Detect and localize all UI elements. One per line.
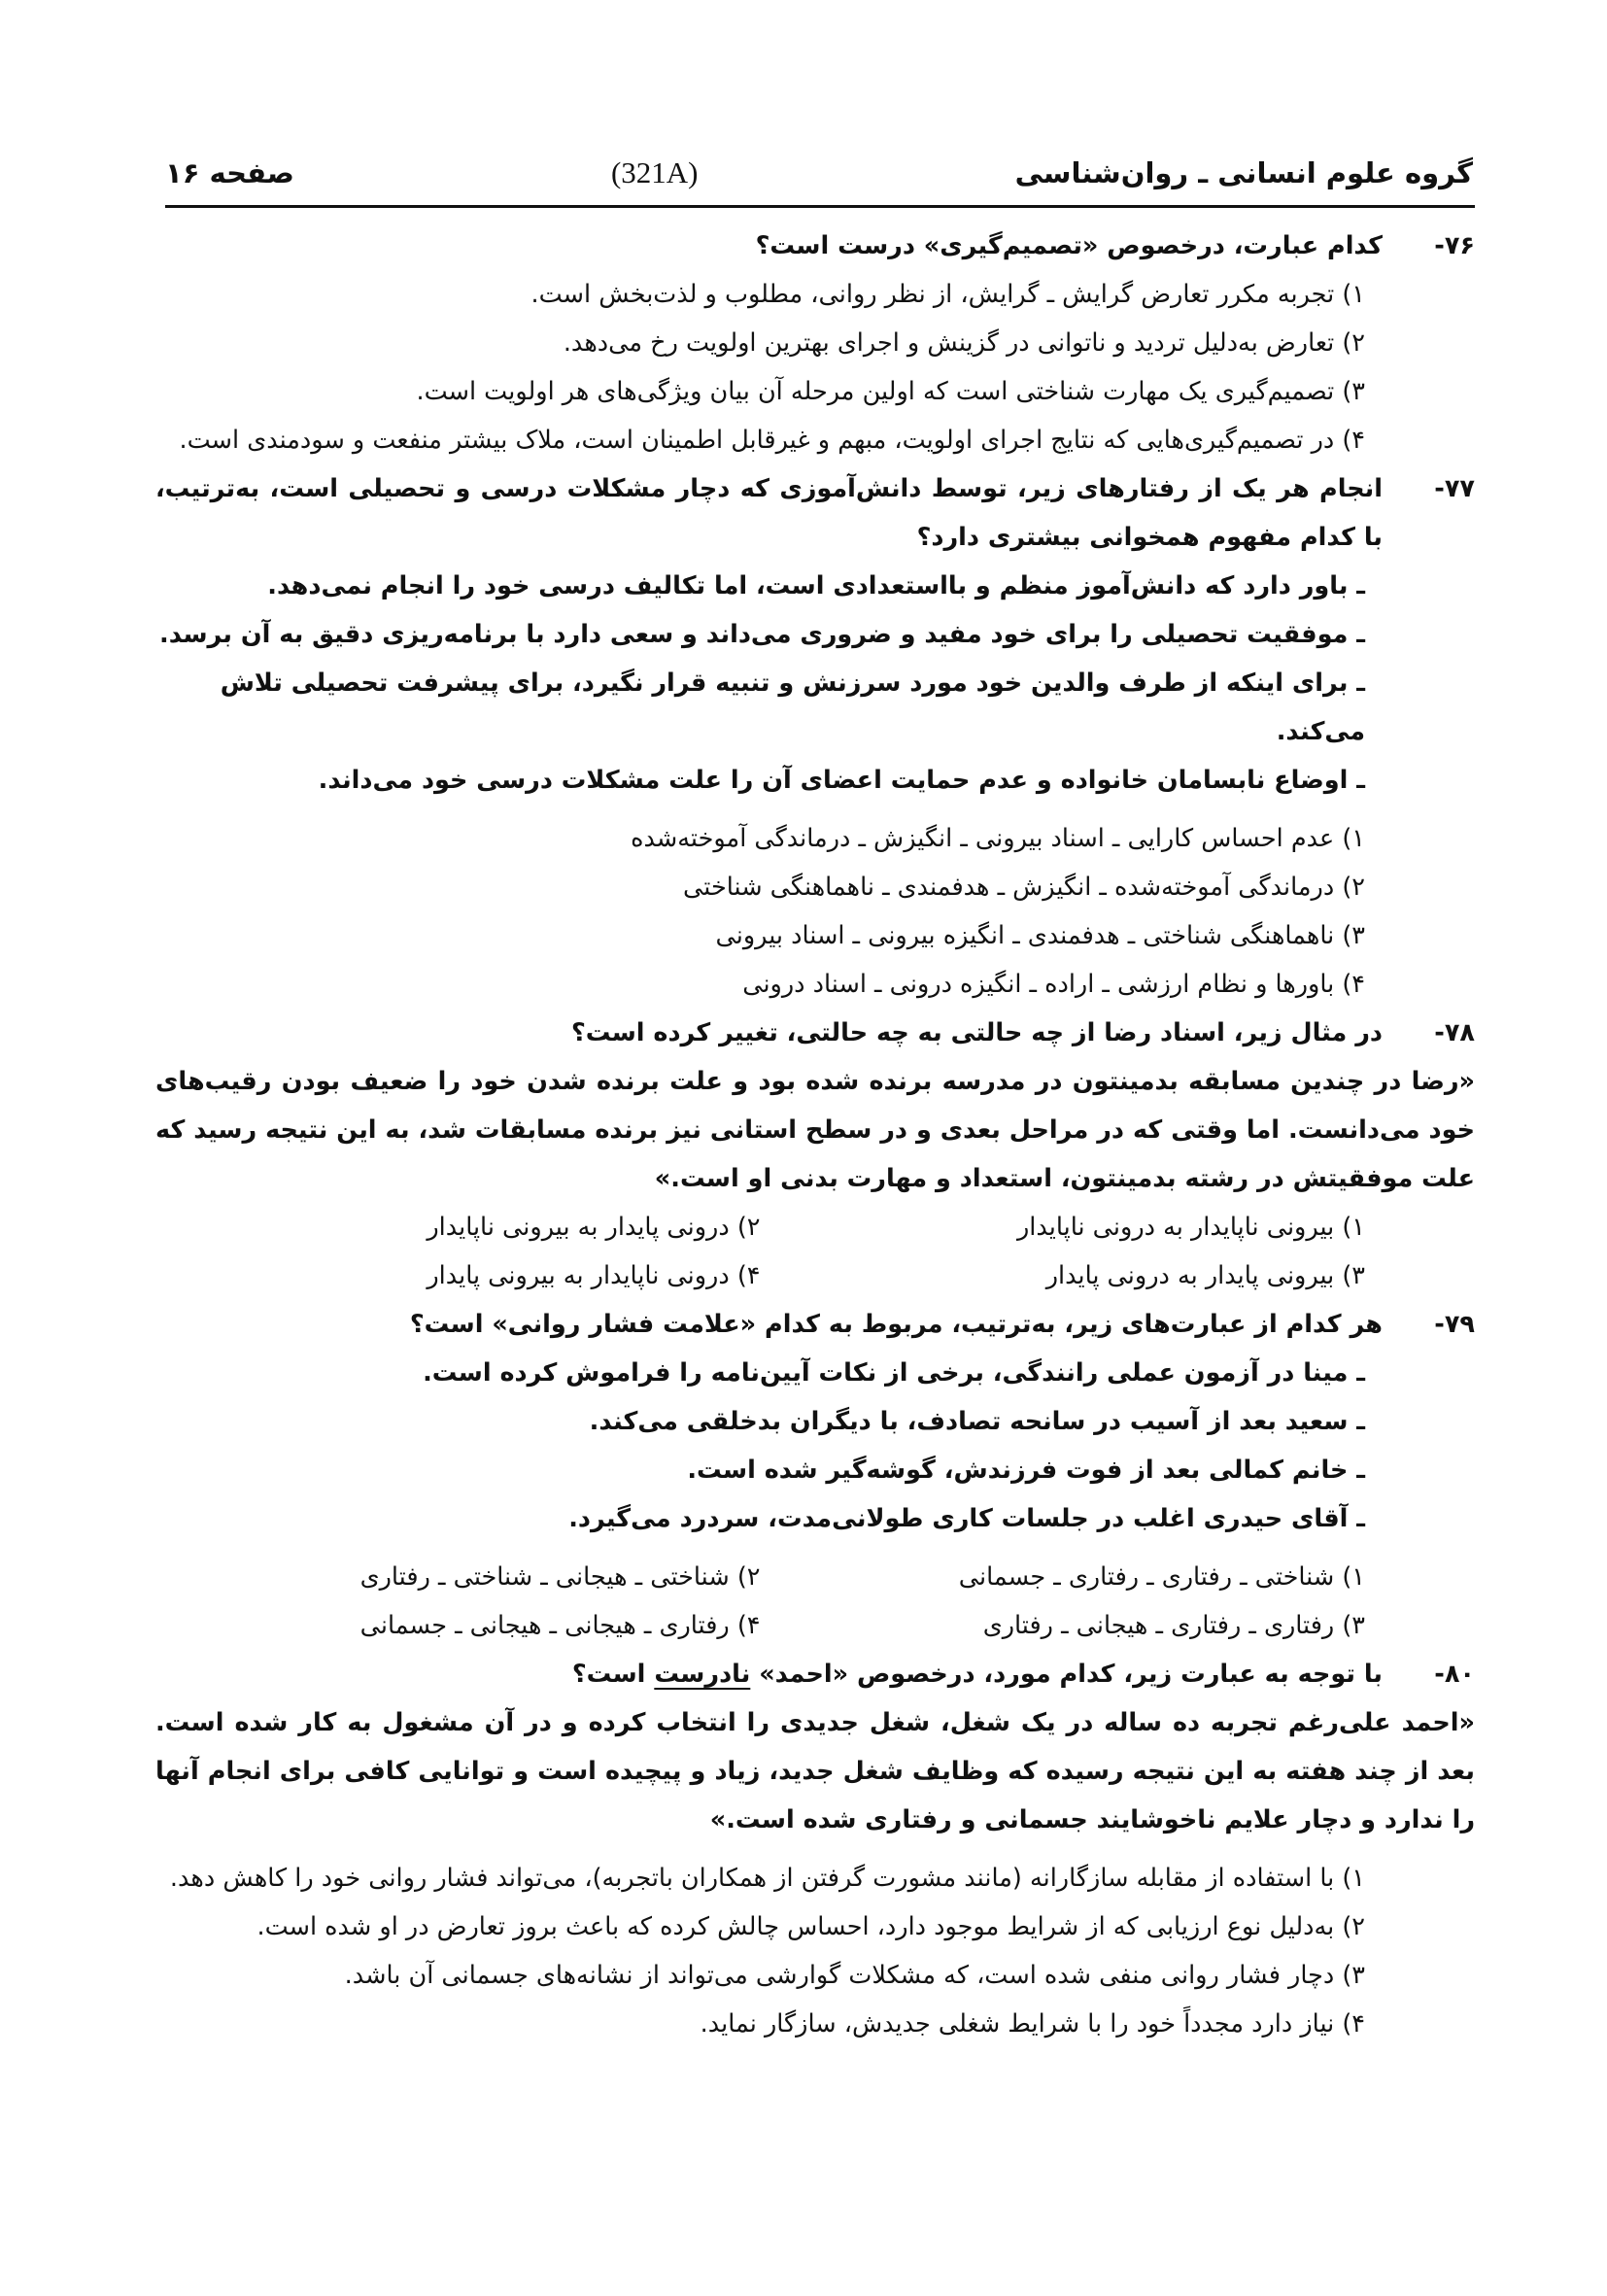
question-stem: کدام عبارت، درخصوص «تصمیم‌گیری» درست است؟ bbox=[755, 231, 1383, 260]
question-number: ۷۷- bbox=[1434, 474, 1475, 503]
option-1: ۱) شناختی ـ رفتاری ـ رفتاری ـ جسمانی bbox=[958, 1562, 1365, 1592]
question-stem bbox=[155, 1650, 1383, 1698]
spacer bbox=[155, 1844, 1383, 1854]
question-passage: «احمد علی‌رغم تجربه ده ساله در یک شغل، شغل جدیدی را انتخاب کرده و در آن مشغول به کار شده است. بعد از چند هفته به این نتیجه رسیده که وظایف شغل جدید، زیاد و پیچیده است و توانایی کافی برای انجام آنها را ندارد و دچار علایم ناخوشایند جسمانی و رفتاری شده است.» bbox=[155, 1708, 1475, 1834]
option-4: ۴) درونی ناپایدار به بیرونی پایدار bbox=[427, 1261, 761, 1290]
question-77 bbox=[155, 464, 1475, 1009]
option-2: ۲) به‌دلیل نوع ارزیابی که از شرایط موجود دارد، احساس چالش کرده که باعث بروز تعارض در او شده است. bbox=[256, 1912, 1365, 1941]
statement-item: ـ خانم کمالی بعد از فوت فرزندش، گوشه‌گیر شده است. bbox=[687, 1456, 1365, 1485]
question-79 bbox=[155, 1300, 1475, 1650]
question-passage: «رضا در چندین مسابقه بدمینتون در مدرسه برنده شده بود و علت برنده شدن خود را ضعیف بودن رقیب‌های خود می‌دانست. اما وقتی که در مراحل بعدی و در سطح استانی نیز برنده مسابقات شد، به این نتیجه رسید که علت موفقیتش در رشته بدمینتون، استعداد و مهارت بدنی او است.» bbox=[155, 1067, 1475, 1193]
options-grid bbox=[155, 1553, 1383, 1650]
question-number: ۸۰- bbox=[1434, 1660, 1475, 1689]
question-stem: هر کدام از عبارت‌های زیر، به‌ترتیب، مربوط به کدام «علامت فشار روانی» است؟ bbox=[409, 1310, 1383, 1339]
option-1: ۱) با استفاده از مقابله سازگارانه (مانند مشورت گرفتن از همکاران باتجربه)، می‌تواند فشار روانی خود را کاهش دهد. bbox=[169, 1864, 1365, 1893]
option-4: ۴) در تصمیم‌گیری‌هایی که نتایج اجرای اولویت، مبهم و غیرقابل اطمینان است، ملاک بیشتر منفعت و سودمندی است. bbox=[179, 426, 1365, 455]
statement-item: ـ آقای حیدری اغلب در جلسات کاری طولانی‌مدت، سردرد می‌گیرد. bbox=[568, 1504, 1365, 1533]
option-2: ۲) درونی پایدار به بیرونی ناپایدار bbox=[427, 1213, 761, 1242]
question-number: ۷۸- bbox=[1434, 1018, 1475, 1047]
questions-area bbox=[155, 222, 1475, 2048]
option-1: ۱) تجربه مکرر تعارض گرایش ـ گرایش، از نظر روانی، مطلوب و لذت‌بخش است. bbox=[530, 280, 1365, 309]
option-1: ۱) بیرونی ناپایدار به درونی ناپایدار bbox=[1016, 1213, 1365, 1242]
options-grid bbox=[155, 1203, 1383, 1300]
page-header bbox=[165, 144, 1473, 202]
option-3: ۳) دچار فشار روانی منفی شده است، که مشکلات گوارشی می‌تواند از نشانه‌های جسمانی آن باشد. bbox=[344, 1961, 1365, 1990]
option-3: ۳) ناهماهنگی شناختی ـ هدفمندی ـ انگیزه بیرونی ـ اسناد بیرونی bbox=[715, 921, 1365, 950]
option-3: ۳) تصمیم‌گیری یک مهارت شناختی است که اولین مرحله آن بیان ویژگی‌های هر اولویت است. bbox=[416, 377, 1365, 406]
option-3: ۳) بیرونی پایدار به درونی پایدار bbox=[1045, 1261, 1365, 1290]
stem-part: با توجه به عبارت زیر، کدام مورد، درخصوص «احمد» bbox=[759, 1660, 1383, 1689]
question-stem: انجام هر یک از رفتارهای زیر، توسط دانش‌آموزی که دچار مشکلات درسی و تحصیلی است، به‌ترتیب، با کدام مفهوم همخوانی بیشتری دارد؟ bbox=[155, 474, 1383, 552]
behavior-item: ـ برای اینکه از طرف والدین خود مورد سرزنش و تنبیه قرار نگیرد، برای پیشرفت تحصیلی تلاش می‌کند. bbox=[220, 668, 1365, 746]
question-78 bbox=[155, 1009, 1475, 1300]
question-number: ۷۶- bbox=[1434, 231, 1475, 260]
question-80 bbox=[155, 1650, 1475, 2048]
exam-group-title: گروه علوم انسانی ـ روان‌شناسی bbox=[1014, 156, 1473, 189]
behavior-item: ـ اوضاع نابسامان خانواده و عدم حمایت اعضای آن را علت مشکلات درسی خود می‌داند. bbox=[318, 766, 1365, 795]
question-number: ۷۹- bbox=[1434, 1310, 1475, 1339]
stem-part: است؟ bbox=[571, 1660, 646, 1689]
option-2: ۲) درماندگی آموخته‌شده ـ انگیزش ـ هدفمندی ـ ناهماهنگی شناختی bbox=[683, 873, 1365, 902]
header-divider bbox=[165, 205, 1475, 208]
behavior-item: ـ باور دارد که دانش‌آموز منظم و بااستعدادی است، اما تکالیف درسی خود را انجام نمی‌دهد. bbox=[267, 571, 1365, 600]
spacer bbox=[155, 1543, 1383, 1553]
option-4: ۴) رفتاری ـ هیجانی ـ هیجانی ـ جسمانی bbox=[359, 1611, 761, 1640]
option-2: ۲) تعارض به‌دلیل تردید و ناتوانی در گزینش و اجرای بهترین اولویت رخ می‌دهد. bbox=[563, 328, 1365, 358]
question-76 bbox=[155, 222, 1475, 464]
behavior-item: ـ موفقیت تحصیلی را برای خود مفید و ضروری می‌داند و سعی دارد با برنامه‌ریزی دقیق به آن برسد. bbox=[159, 620, 1365, 649]
option-4: ۴) باورها و نظام ارزشی ـ اراده ـ انگیزه درونی ـ اسناد درونی bbox=[742, 970, 1365, 999]
statement-item: ـ مینا در آزمون عملی رانندگی، برخی از نکات آیین‌نامه را فراموش کرده است. bbox=[423, 1358, 1365, 1388]
option-2: ۲) شناختی ـ هیجانی ـ شناختی ـ رفتاری bbox=[359, 1562, 761, 1592]
statement-item: ـ سعید بعد از آسیب در سانحه تصادف، با دیگران بدخلقی می‌کند. bbox=[589, 1407, 1365, 1436]
option-4: ۴) نیاز دارد مجدداً خود را با شرایط شغلی جدیدش، سازگار نماید. bbox=[700, 2009, 1365, 2039]
spacer bbox=[155, 805, 1383, 814]
booklet-code: (321A) bbox=[610, 155, 699, 189]
underlined-word: نادرست bbox=[654, 1660, 751, 1689]
page-number: صفحه ۱۶ bbox=[165, 156, 294, 189]
option-3: ۳) رفتاری ـ رفتاری ـ هیجانی ـ رفتاری bbox=[982, 1611, 1365, 1640]
question-stem: در مثال زیر، اسناد رضا از چه حالتی به چه حالتی، تغییر کرده است؟ bbox=[570, 1018, 1383, 1047]
option-1: ۱) عدم احساس کارایی ـ اسناد بیرونی ـ انگیزش ـ درماندگی آموخته‌شده bbox=[631, 824, 1365, 853]
